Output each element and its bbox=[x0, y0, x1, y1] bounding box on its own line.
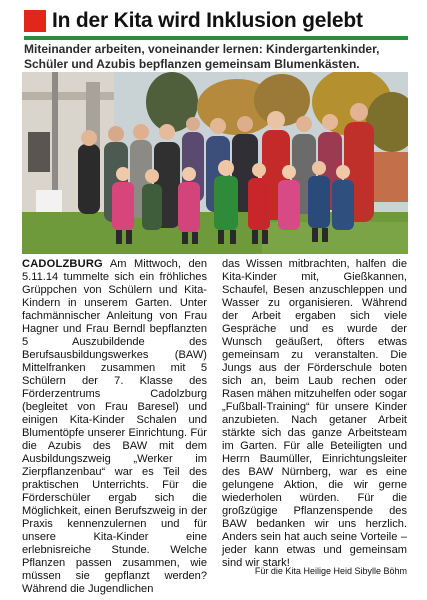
headline-marker bbox=[24, 10, 46, 32]
article-text-right: das Wissen mitbrachten, halfen die Kita-Kinder mit, Gießkannen, Schaufel, Besen anzuschleppen und Wasser zu organisieren. Während der Arbeit ergaben sich viele Gespräche und es wurde der Wunsch geäußert, öfters etwas gemeinsam zu veranstalten. Die Jungs aus der Förderschule boten sich an, beim Laub rechen oder Rasen mähen mitzuhelfen oder sogar „Fußball-Training“ für unsere Kinder anzubieten. Nach getaner Arbeit stärkte sich das ganze Arbeitsteam im Garten. Für alle Beteiligten und Herrn Baumüller, Einrichtungsleiter des BAW Nürnberg, war es eine gelungene Aktion, die wir gerne wiederholen würden. Für die großzügige Pflanzenspende des BAW bedanken wir uns herzlich. Anders sein hat auch seine Vorteile – jeder kann etwas und gemeinsam sind wir stark! bbox=[222, 258, 408, 570]
article-subheadline: Miteinander arbeiten, voneinander lernen: Kindergartenkinder, Schüler und Azubis bepflanzen gemeinsam Blumenkästen. bbox=[24, 42, 380, 71]
article-credit: Für die Kita Heilige Heid Sibylle Böhm bbox=[254, 566, 407, 576]
article-body-right bbox=[222, 258, 407, 570]
headline-rule bbox=[24, 36, 408, 40]
group-photo bbox=[22, 72, 408, 254]
article-body-left bbox=[22, 258, 207, 596]
article-headline: In der Kita wird Inklusion gelebt bbox=[52, 9, 363, 32]
article-text-left: Am Mittwoch, den 5.11.14 tummelte sich ein fröhliches Grüppchen von Schülern und Kita-Kindern in unserem Garten. Unter fachmännischer Anleitung von Frau Hagner und Frau Berndl bepflanzten 5 Auszubildende des Berufsausbildungswerkes (BAW) Mittelfranken zusammen mit 5 Schülern der 7. Klasse des Förderzentrums Cadolzburg (begleitet von Frau Baresel) und einigen Kita-Kinder Schalen und Blumentöpfe unserer Einrichtung. Für die Azubis des BAW mit dem Ausbildungszweig „Werker im Zierpflanzenbau“ war es Teil des praktischen Unterrichts. Für die Förderschüler ergab sich die Möglichkeit, einen Berufszweig in der Praxis kennenzulernen und für unsere Kita-Kinder eine erlebnisreiche Stunde. Welche Pflanzen passen zusammen, wie müssen sie gepflanzt werden? Während die Jugendlichen bbox=[22, 258, 207, 596]
article-dateline: CADOLZBURG bbox=[22, 258, 103, 270]
